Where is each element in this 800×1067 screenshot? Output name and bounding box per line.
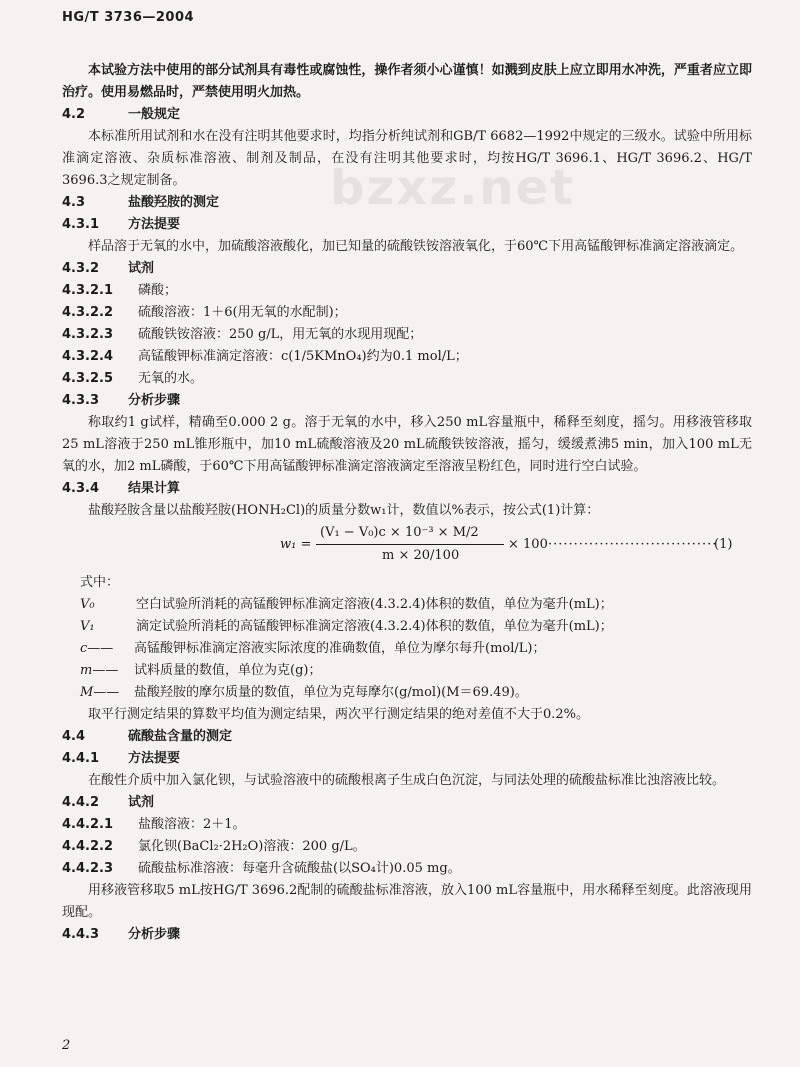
section-title: 方法提要 xyxy=(128,751,181,766)
formula-lhs: w₁ = xyxy=(280,537,312,552)
item-text: 氯化钡(BaCl₂·2H₂O)溶液：200 g/L。 xyxy=(138,839,366,854)
item-text: 磷酸； xyxy=(138,283,178,298)
formula-denominator: m × 20/100 xyxy=(382,548,460,563)
item-number: 4.3.2.2 xyxy=(62,305,113,320)
section-number: 4.3.4 xyxy=(62,481,100,496)
page-number: 2 xyxy=(62,1038,71,1053)
leader-dots: ································· xyxy=(548,537,718,552)
formula-numerator: (V₁ − V₀)c × 10⁻³ × M/2 xyxy=(320,525,479,540)
section-number: 4.3.3 xyxy=(62,393,100,408)
equation-number: (1) xyxy=(714,537,733,552)
list-item xyxy=(62,280,752,302)
subsection-heading xyxy=(62,258,752,280)
item-number: 4.3.2.3 xyxy=(62,327,113,342)
list-item xyxy=(62,346,752,368)
item-number: 4.4.2.1 xyxy=(62,817,113,832)
variable-symbol: m—— xyxy=(80,663,119,678)
section-title: 一般规定 xyxy=(128,107,181,122)
item-text: 硫酸盐标准溶液：每毫升含硫酸盐(以SO₄计)0.05 mg。 xyxy=(138,861,461,876)
paragraph: 用移液管移取5 mL按HG/T 3696.2配制的硫酸盐标准溶液，放入100 mL容量瓶中，用水稀释至刻度。此溶液现用现配。 xyxy=(62,883,752,920)
item-text: 无氧的水。 xyxy=(138,371,204,386)
section-number: 4.4.3 xyxy=(62,927,100,942)
variable-definition xyxy=(62,660,752,682)
variable-definition xyxy=(62,682,752,704)
variable-definition xyxy=(62,616,752,638)
variable-symbol: V₀ xyxy=(80,597,95,612)
section-title: 盐酸羟胺的测定 xyxy=(128,195,220,210)
section-number: 4.2 xyxy=(62,107,86,122)
section-title: 分析步骤 xyxy=(128,927,181,942)
item-text: 盐酸溶液：2＋1。 xyxy=(138,817,246,832)
document-body xyxy=(62,60,752,946)
section-title: 方法提要 xyxy=(128,217,181,232)
item-text: 硫酸溶液：1＋6(用无氧的水配制)； xyxy=(138,305,347,320)
list-item xyxy=(62,836,752,858)
subsection-heading xyxy=(62,748,752,770)
standard-number-header: HG/T 3736—2004 xyxy=(62,10,195,25)
paragraph: 在酸性介质中加入氯化钡，与试验溶液中的硫酸根离子生成白色沉淀，与同法处理的硫酸盐标准比浊溶液比较。 xyxy=(88,773,726,788)
list-item xyxy=(62,324,752,346)
list-item xyxy=(62,858,752,880)
section-number: 4.4.2 xyxy=(62,795,100,810)
subsection-heading xyxy=(62,390,752,412)
variable-description: 盐酸羟胺的摩尔质量的数值，单位为克每摩尔(g/mol)(M＝69.49)。 xyxy=(134,685,528,700)
section-number: 4.3.2 xyxy=(62,261,100,276)
section-number: 4.4.1 xyxy=(62,751,100,766)
item-number: 4.3.2.1 xyxy=(62,283,113,298)
variable-description: 高锰酸钾标准滴定溶液实际浓度的准确数值，单位为摩尔每升(mol/L)； xyxy=(134,641,546,656)
subsection-heading xyxy=(62,792,752,814)
variable-symbol: V₁ xyxy=(80,619,95,634)
list-item xyxy=(62,814,752,836)
section-number: 4.4 xyxy=(62,729,86,744)
section-title: 结果计算 xyxy=(128,481,181,496)
variable-symbol: M—— xyxy=(80,685,120,700)
section-heading xyxy=(62,192,752,214)
paragraph: 称取约1 g试样，精确至0.000 2 g。溶于无氧的水中，移入250 mL容量瓶中，稀释至刻度，摇匀。用移液管移取25 mL溶液于250 mL锥形瓶中，加10 mL硫酸溶液及20 mL硫酸铁铵溶液，摇匀，缓缓煮沸5 min，加入100 mL无氧的水，加2 mL磷酸，于60℃下用高锰酸钾标准滴定溶液滴定至溶液呈粉红色，同时进行空白试验。 xyxy=(62,415,752,474)
item-number: 4.3.2.4 xyxy=(62,349,113,364)
section-title: 试剂 xyxy=(128,795,155,810)
item-number: 4.3.2.5 xyxy=(62,371,113,386)
section-title: 试剂 xyxy=(128,261,155,276)
formula-1 xyxy=(62,524,752,568)
item-text: 高锰酸钾标准滴定溶液：c(1/5KMnO₄)约为0.1 mol/L； xyxy=(138,349,468,364)
formula-tail: × 100 xyxy=(508,537,548,552)
variable-definition xyxy=(62,594,752,616)
paragraph: 取平行测定结果的算数平均值为测定结果，两次平行测定结果的绝对差值不大于0.2%。 xyxy=(88,707,590,722)
section-number: 4.3 xyxy=(62,195,86,210)
paragraph: 样品溶于无氧的水中，加硫酸溶液酸化，加已知量的硫酸铁铵溶液氧化，于60℃下用高锰酸钾标准滴定溶液滴定。 xyxy=(88,239,744,254)
list-item xyxy=(62,368,752,390)
list-item xyxy=(62,302,752,324)
section-heading xyxy=(62,104,752,126)
subsection-heading xyxy=(62,214,752,236)
where-label: 式中： xyxy=(80,575,120,590)
paragraph: 盐酸羟胺含量以盐酸羟胺(HONH₂Cl)的质量分数w₁计，数值以%表示，按公式(1)计算： xyxy=(88,503,600,518)
subsection-heading xyxy=(62,924,752,946)
variable-symbol: c—— xyxy=(80,641,114,656)
subsection-heading xyxy=(62,478,752,500)
paragraph: 本标准所用试剂和水在没有注明其他要求时，均指分析纯试剂和GB/T 6682—1992中规定的三级水。试验中所用标准滴定溶液、杂质标准溶液、制剂及制品，在没有注明其他要求时，均按HG/T 3696.1、HG/T 3696.2、HG/T 3696.3之规定制备。 xyxy=(62,129,752,188)
item-number: 4.4.2.2 xyxy=(62,839,113,854)
item-number: 4.4.2.3 xyxy=(62,861,113,876)
variable-description: 滴定试验所消耗的高锰酸钾标准滴定溶液(4.3.2.4)体积的数值，单位为毫升(mL)； xyxy=(136,619,613,634)
safety-note: 本试验方法中使用的部分试剂具有毒性或腐蚀性，操作者须小心谨慎！如溅到皮肤上应立即用水冲洗，严重者应立即治疗。使用易燃品时，严禁使用明火加热。 xyxy=(62,63,752,100)
section-number: 4.3.1 xyxy=(62,217,100,232)
section-title: 分析步骤 xyxy=(128,393,181,408)
variable-description: 试料质量的数值，单位为克(g)； xyxy=(134,663,322,678)
watermark: bzxz.net xyxy=(330,160,576,216)
section-title: 硫酸盐含量的测定 xyxy=(128,729,233,744)
section-heading xyxy=(62,726,752,748)
variable-definition xyxy=(62,638,752,660)
variable-description: 空白试验所消耗的高锰酸钾标准滴定溶液(4.3.2.4)体积的数值，单位为毫升(mL)； xyxy=(136,597,613,612)
fraction-bar xyxy=(316,544,504,545)
item-text: 硫酸铁铵溶液：250 g/L，用无氧的水现用现配； xyxy=(138,327,423,342)
